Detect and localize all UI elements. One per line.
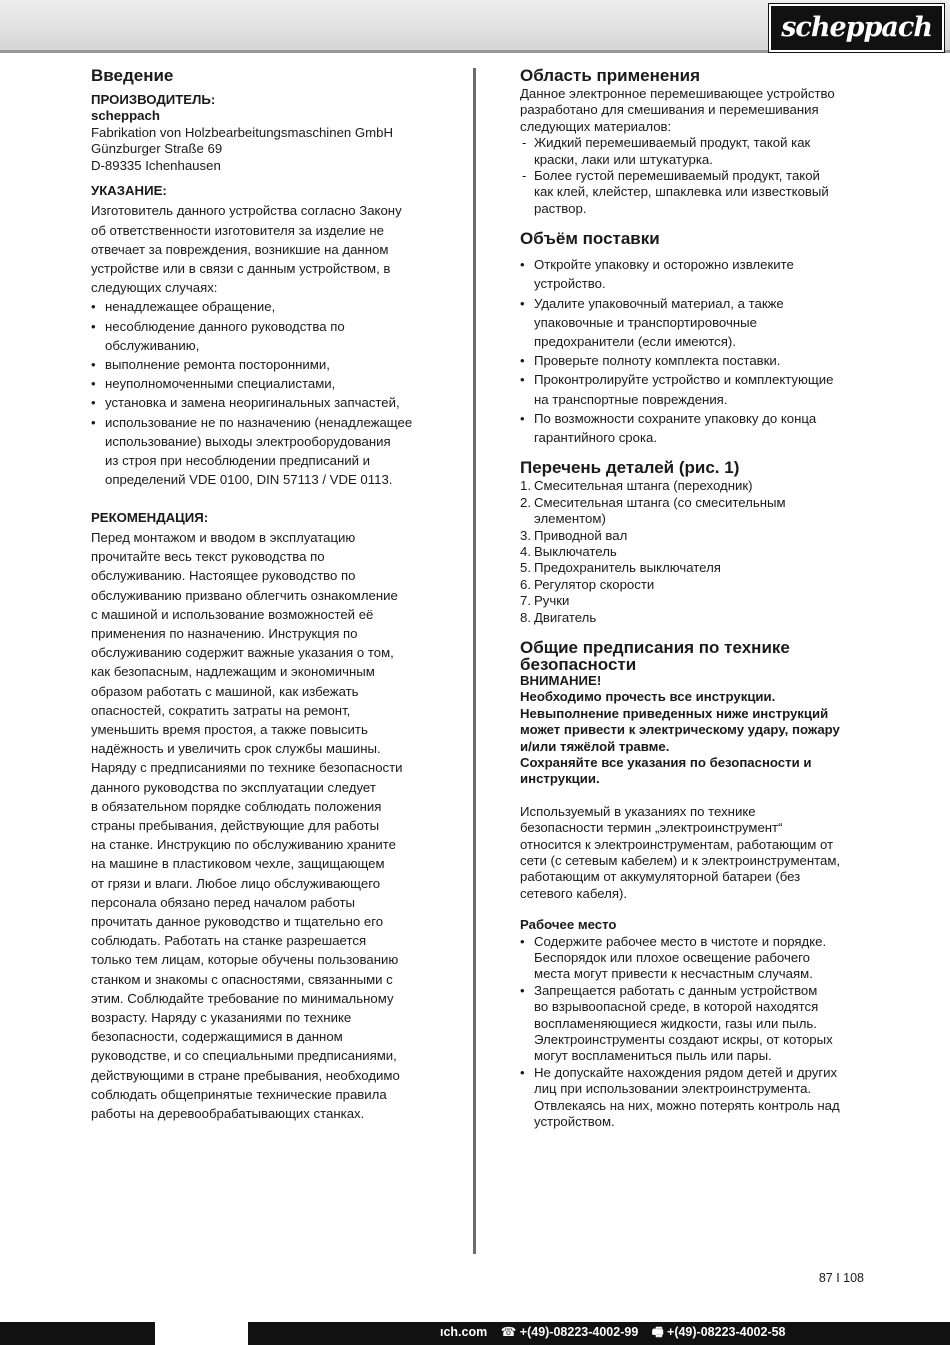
text-line: и/или тяжёлой травме. [520, 738, 670, 754]
text-line: Перед монтажом и вводом в эксплуатацию [91, 529, 356, 545]
fax-number: 🖷 +(49)-08223-4002-58 [651, 1325, 786, 1339]
text-line: соблюдать общепринятые технические правила [91, 1086, 387, 1102]
list-item: • неуполномоченными специалистами, [91, 374, 451, 393]
part-number: 7. [520, 593, 531, 609]
notice-text [91, 201, 451, 297]
scheppach-logo: scheppach [769, 4, 944, 52]
text-line: как безопасным, надлежащим и экономичным [91, 664, 375, 680]
text-line: сетевого кабеля). [520, 885, 628, 901]
text-line: от грязи и влаги. Любое лицо обслуживающего [91, 875, 381, 891]
parts-list-item: 7. Ручки [520, 593, 570, 609]
notice-bullet-list [91, 297, 451, 489]
text-line: безопасности [520, 654, 637, 674]
text-line: прочитайте весь текст руководства по [91, 549, 325, 565]
text-line: относится к электроинструментам, работающим от [520, 836, 834, 852]
text-line: только тем лицам, которые обучены пользованию [91, 952, 399, 968]
part-number: 8. [520, 609, 531, 625]
parts-list-item: 4. Выключатель [520, 543, 617, 559]
workplace-label: Рабочее место [520, 917, 617, 933]
text-line: Günzburger Straße 69 [91, 141, 223, 157]
text-line: Невыполнение приведенных ниже инструкций [520, 705, 829, 721]
footer-white-block [155, 1322, 248, 1345]
text-line: может привести к электрическому удару, пожару [520, 722, 840, 738]
recommendation-label: РЕКОМЕНДАЦИЯ: [91, 510, 209, 526]
column-divider [473, 68, 476, 1254]
text-line: Общие предписания по технике [520, 637, 790, 657]
text-line: Сохраняйте все указания по безопасности и [520, 754, 812, 770]
text-line: обслуживанию. Настоящее руководство по [91, 568, 356, 584]
list-item: • По возможности сохраните упаковку до конца гарантийного срока. [520, 409, 865, 447]
text-line: опасностей, сократить затраты на ремонт, [91, 702, 351, 718]
text-line: надёжность и увеличить срок службы машины. [91, 741, 381, 757]
application-text [520, 86, 865, 135]
text-line: прочитать данное руководство и тщательно его [91, 913, 384, 929]
phone-number: ☎ +(49)-08223-4002-99 [500, 1325, 639, 1339]
website-link[interactable]: ıch.com [440, 1325, 488, 1339]
right-column [520, 62, 865, 1131]
parts-list-item: 1. Смесительная штанга (переходник) [520, 478, 753, 494]
part-number: 1. [520, 478, 531, 494]
page-number: 87 I 108 [818, 1271, 864, 1285]
text-line: этим. Соблюдайте требование по минимальному [91, 990, 394, 1006]
text-line: станком и знакомы с опасностями, связанными с [91, 971, 393, 987]
workplace-bullet-list [520, 934, 865, 1131]
list-item: • ненадлежащее обращение, [91, 297, 451, 316]
text-line: руководстве, и со специальными предписаниями, [91, 1048, 397, 1064]
text-line: страны пребывания, действующие для работы [91, 817, 380, 833]
parts-list [520, 478, 865, 626]
text-line: D-89335 Ichenhausen [91, 157, 221, 173]
list-item: • Не допускайте нахождения рядом детей и других лиц при использовании электроинструмента. Отвлекаясь на них, можно потерять контроль над устройством. [520, 1065, 865, 1131]
notice-label: УКАЗАНИЕ: [91, 183, 167, 199]
list-item: • Содержите рабочее место в чистоте и порядке. Беспорядок или плохое освещение рабочего места могут привести к несчастным случаям. [520, 934, 865, 983]
list-item: • использование не по назначению (ненадлежащее использование) выходы электрооборудования из строя при несоблюдении предписаний и определений VDE 0100, DIN 57113 / VDE 0113. [91, 413, 451, 490]
text-line: отвечает за повреждения, возникшие на данном [91, 241, 389, 257]
text-line: образом работать с машиной, как избежать [91, 683, 359, 699]
text-line: инструкции. [520, 771, 600, 787]
text-line: работающим от аккумуляторной батареи (без [520, 869, 801, 885]
application-dash-list [520, 135, 865, 217]
intro-title: Введение [91, 66, 174, 85]
text-line: соблюдать. Работать на станке разрешается [91, 933, 367, 949]
list-item: • Проверьте полноту комплекта поставки. [520, 351, 865, 370]
part-number: 4. [520, 543, 531, 559]
text-line: сети (с сетевым кабелем) и к электроинструментам, [520, 853, 841, 868]
parts-list-item: 2. Смесительная штанга (со смесительным элементом) [520, 494, 786, 527]
list-item: • Проконтролируйте устройство и комплектующие на транспортные повреждения. [520, 370, 865, 408]
part-number: 3. [520, 527, 531, 543]
parts-list-item: 3. Приводной вал [520, 527, 628, 543]
text-line: следующих материалов: [520, 118, 672, 134]
parts-list-item: 5. Предохранитель выключателя [520, 560, 721, 576]
recommendation-text [91, 528, 451, 1123]
company-address [91, 125, 451, 174]
footer-bar [0, 1322, 950, 1345]
text-line: персонала обязано перед началом работы [91, 894, 356, 910]
header-bar [0, 0, 950, 53]
left-column [91, 62, 451, 1123]
footer-contact [440, 1322, 796, 1345]
text-line: возрасту. Наряду с указаниями по технике [91, 1009, 352, 1025]
text-line: Необходимо прочесть все инструкции. [520, 689, 776, 705]
application-title: Область применения [520, 66, 701, 85]
text-line: с машиной и использование возможностей её [91, 606, 374, 622]
list-item: • Удалите упаковочный материал, а также упаковочные и транспортировочные предохранители (если имеются). [520, 294, 865, 352]
text-line: на станке. Инструкцию по обслуживанию храните [91, 837, 397, 853]
part-number: 5. [520, 560, 531, 576]
text-line: в обязательном порядке соблюдать положения [91, 798, 382, 814]
parts-list-item: 6. Регулятор скорости [520, 576, 655, 592]
text-line: следующих случаях: [91, 280, 218, 296]
text-line: уменьшить время простоя, а также повысить [91, 721, 368, 737]
list-item: • Откройте упаковку и осторожно извлеките устройство. [520, 255, 865, 293]
parts-title: Перечень деталей (рис. 1) [520, 458, 740, 478]
text-line: безопасности, содержащимися в данном [91, 1029, 343, 1045]
text-line: на машине в пластиковом чехле, защищающем [91, 856, 385, 872]
warning-text [520, 689, 865, 787]
warning-label: ВНИМАНИЕ! [520, 672, 602, 688]
manufacturer-label: ПРОИЗВОДИТЕЛЬ: [91, 92, 216, 107]
list-item: - Жидкий перемешиваемый продукт, такой как краски, лаки или штукатурка. [520, 135, 865, 168]
list-item: • установка и замена неоригинальных запчастей, [91, 393, 451, 412]
parts-list-item: 8. Двигатель [520, 609, 597, 625]
part-number: 2. [520, 494, 531, 510]
list-item: • несоблюдение данного руководства по обслуживанию, [91, 317, 451, 355]
text-line: данного руководства по эксплуатации следует [91, 779, 376, 795]
text-line: работы на деревообрабатывающих станках. [91, 1105, 365, 1121]
text-line: Данное электронное перемешивающее устройство [520, 86, 835, 101]
list-item: • Запрещается работать с данным устройством во взрывоопасной среде, в которой находятся воспламеняющиеся жидкости, газы или пыль. Электроинструменты создают искры, от которых могут воспламениться пыль или пары. [520, 983, 865, 1065]
text-line: Используемый в указаниях по технике [520, 803, 756, 819]
text-line: действующими в стране пребывания, необходимо [91, 1067, 400, 1083]
part-number: 6. [520, 576, 531, 592]
text-line: безопасности термин „электроинструмент“ [520, 820, 783, 836]
safety-title [520, 639, 865, 673]
text-line: об ответственности изготовителя за изделие не [91, 222, 384, 238]
text-line: разработано для смешивания и перемешивания [520, 102, 819, 118]
text-line: Наряду с предписаниями по технике безопасности [91, 760, 403, 776]
text-line: применения по назначению. Инструкция по [91, 625, 358, 641]
text-line: Fabrikation von Holzbearbeitungsmaschinen GmbH [91, 124, 393, 140]
text-line: обслуживанию содержит важные указания о том, [91, 645, 394, 661]
power-tool-term-text [520, 804, 865, 902]
text-line: Изготовитель данного устройства согласно Закону [91, 203, 402, 219]
list-item: • выполнение ремонта посторонними, [91, 355, 451, 374]
text-line: обслуживанию призвано облегчить ознакомление [91, 587, 398, 603]
delivery-bullet-list [520, 255, 865, 447]
company-name: scheppach [91, 108, 160, 124]
text-line: устройстве или в связи с данным устройством, в [91, 261, 391, 277]
list-item: - Более густой перемешиваемый продукт, такой как клей, клейстер, шпаклевка или известковый раствор. [520, 168, 865, 217]
delivery-title: Объём поставки [520, 229, 660, 249]
